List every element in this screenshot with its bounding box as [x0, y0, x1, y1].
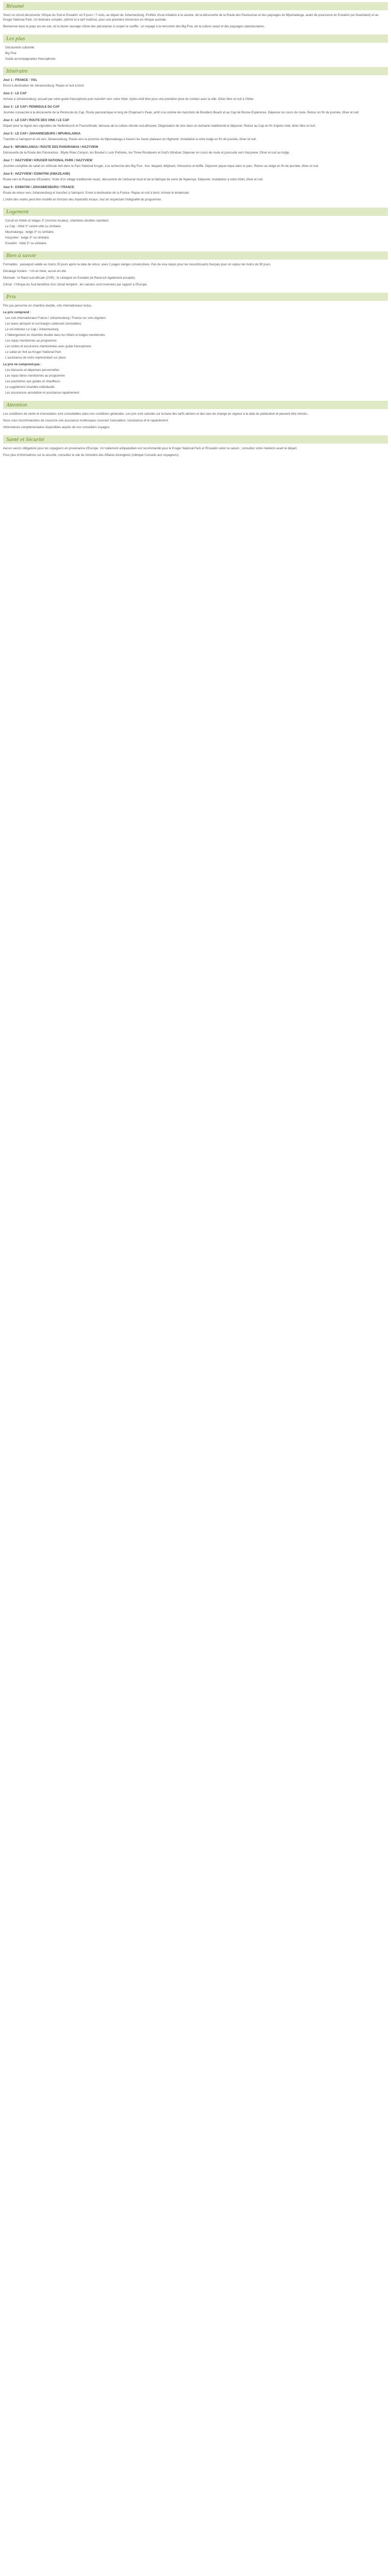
price-exclude-item: Les repas libres mentionnés au programme — [5, 375, 65, 378]
plus-list — [3, 46, 388, 62]
intro-paragraph: Bienvenue dans le pays arc-en-ciel, où la faune sauvage côtoie des panoramas à couper le souffle : un voyage à la rencontre des Big Five, de la culture swazi et des paysages spectaculaires. — [3, 25, 265, 28]
itinerary-day — [3, 105, 388, 115]
price-include-item: L'assistance de notre représentant sur place — [5, 357, 66, 360]
day-text: Envol à destination de Johannesburg. Repas et nuit à bord. — [3, 84, 85, 88]
day-text: Route de retour vers Johannesburg et transfert à l'aéroport. Envol à destination de la France. Repas et nuit à bord. Arrivée le lendemain. — [3, 192, 190, 195]
itinerary-day — [3, 118, 388, 129]
lodging-list — [3, 219, 388, 246]
price-include-item: Les repas mentionnés au programme — [5, 340, 57, 343]
section-title-good-to-know: Bien à savoir — [3, 251, 388, 260]
health-paragraph: Pour plus d'informations sur la sécurité, consultez le site du ministère des Affaires étrangères (rubrique Conseils aux voyageurs). — [3, 454, 180, 457]
plus-item: Guide accompagnateur francophone — [5, 58, 56, 61]
price-include-item: L'hébergement en chambre double dans les hôtels et lodges mentionnés — [5, 334, 105, 337]
price-excludes-list — [3, 368, 388, 396]
section-title-les-plus: Les plus — [3, 35, 388, 43]
price-exclude-item: Le supplément chambre individuelle — [5, 386, 55, 389]
day-title: Jour 6 : MPUMALANGA / ROUTE DES PANORAMAS / HAZYVIEW — [3, 146, 99, 149]
intro-paragraph: Vivez un circuit découverte 'Afrique du Sud et Eswatini' en 9 jours / 7 nuits, au départ de Johannesburg. Profitez d'une initiation à la savane, de la découverte de la Route des Panoramas et des paysages du Mpumalanga, avant de poursuivre en Eswatini (ex-Swaziland) et au Kruger National Park. Un itinéraire complet, rythmé et à tarif maîtrisé, pour une première immersion en Afrique australe. — [3, 14, 379, 22]
price-include-item: Le vol intérieur Le Cap / Johannesburg — [5, 328, 59, 331]
day-title: Jour 2 : LE CAP — [3, 92, 27, 95]
day-text: Arrivée à Johannesburg, accueil par votre guide francophone puis transfert vers votre hôtel. Après-midi libre pour une première prise de contact avec la ville. Dîner libre et nuit à l'hôtel. — [3, 98, 254, 101]
lodging-item: Le Cap : hôtel 3* centre-ville ou similaire. — [5, 225, 62, 228]
price-includes-list — [3, 316, 388, 361]
good-to-know-item: Décalage horaire : +1h en hiver, aucun en été. — [3, 270, 67, 273]
day-title: Jour 7 : HAZYVIEW / KRUGER NATIONAL PARK / HAZYVIEW — [3, 159, 93, 162]
day-title: Jour 5 : LE CAP / JOHANNESBURG / MPUMALANGA — [3, 132, 81, 135]
good-to-know-item: Monnaie : le Rand sud-africain (ZAR) ; le Lilangeni en Eswatini (le Rand est également accepté). — [3, 277, 136, 280]
price-exclude-item: Les boissons et dépenses personnelles — [5, 369, 60, 372]
itinerary-day — [3, 172, 388, 182]
section-title-lodging: Logement — [3, 208, 388, 216]
section-title-intro: Résumé — [3, 2, 388, 10]
itinerary-day — [3, 159, 388, 169]
price-exclude-item: Les pourboires aux guides et chauffeurs — [5, 380, 60, 383]
day-text: Journée complète de safari en véhicule 4x4 dans le Parc National Kruger, à la recherche des Big Five : lion, léopard, éléphant, rhinocéros et buffle. Déjeuner pique-nique dans le parc. Retour au lodge en fin de journée, dîner et nuit. — [3, 165, 319, 168]
section-title-prices: Prix — [3, 293, 388, 301]
practical-paragraph: Nous vous recommandons de souscrire une assurance multirisques couvrant l'annulation, l'assistance et le rapatriement. — [3, 419, 169, 422]
day-title: Jour 8 : HAZYVIEW / ESWATINI (SWAZILAND) — [3, 173, 70, 176]
lodging-item: Mpumalanga : lodge 3* ou similaire. — [5, 231, 55, 234]
plus-item: Découverte culturelle — [5, 46, 35, 49]
day-title: Jour 4 : LE CAP / ROUTE DES VINS / LE CAP — [3, 119, 69, 122]
day-text: Transfert à l'aéroport et vol vers Johannesburg. Route vers la province du Mpumalanga à travers les hauts plateaux du Highveld. Installation à votre lodge en fin de journée, dîner et nuit. — [3, 138, 257, 141]
lodging-item: Eswatini : hôtel 3* ou similaire. — [5, 242, 47, 245]
page — [3, 2, 388, 458]
prices-intro: Prix par personne en chambre double, vols internationaux inclus. — [3, 304, 92, 308]
price-include-item: Les visites et excursions mentionnées avec guide francophone — [5, 345, 91, 348]
section-title-practical: Attention — [3, 401, 388, 409]
day-title: Jour 9 : ESWATINI / JOHANNESBURG / FRANCE — [3, 186, 74, 189]
day-title: Jour 1 : FRANCE - VOL — [3, 79, 38, 82]
itinerary-day — [3, 185, 388, 196]
itinerary-day — [3, 92, 388, 102]
lodging-item: Hazyview : lodge 3* ou similaire. — [5, 236, 50, 240]
itinerary-note: L'ordre des visites peut être modifié en fonction des impératifs locaux, tout en respectant l'intégralité du programme. — [3, 198, 162, 201]
practical-paragraph: Informations complémentaires disponibles auprès de nos conseillers voyages. — [3, 426, 110, 429]
price-include-item: Le safari en 4x4 au Kruger National Park — [5, 351, 61, 354]
good-to-know-item: Formalités : passeport valide au moins 30 jours après la date de retour, avec 2 pages vierges consécutives. Pas de visa requis pour les ressortissants français pour un séjour de moins de 90 jours. — [3, 263, 271, 266]
itinerary-day — [3, 132, 388, 142]
day-text: Départ pour la région des vignobles de Stellenbosch et Franschhoek, berceau de la culture viticole sud-africaine. Dégustation de vins dans un domaine traditionnel et déjeuner. Retour au Cap en fin d'après-midi, dîner libre et nuit. — [3, 125, 316, 128]
itinerary-day — [3, 78, 388, 89]
health-paragraph: Aucun vaccin obligatoire pour les voyageurs en provenance d'Europe. Un traitement antipaludéen est recommandé pour le Kruger National Park et l'Eswatini selon la saison ; consultez votre médecin avant le départ. — [3, 447, 298, 450]
price-exclude-item: Les assurances annulation et assistance rapatriement — [5, 392, 79, 395]
price-excludes-title: Le prix ne comprend pas : — [3, 363, 42, 366]
day-title: Jour 3 : LE CAP / PENINSULE DU CAP — [3, 106, 60, 109]
day-text: Découverte de la Route des Panoramas : Blyde River Canyon, les Bourke's Luck Potholes, les Three Rondavels et God's Window. Déjeuner en cours de route et poursuite vers Hazyview. Dîner et nuit au lodge. — [3, 151, 290, 155]
lodging-item: Circuit en hôtels et lodges 3* (normes locales), chambres doubles standard. — [5, 219, 109, 223]
price-include-item: Les vols internationaux France / Johannesburg / France sur vols réguliers — [5, 317, 106, 320]
day-text: Journée consacrée à la découverte de la Péninsule du Cap. Route panoramique le long de Chapman's Peak, arrêt à la colonie de manchots de Boulders Beach et au Cap de Bonne-Espérance. Déjeuner en cours de route. Retour en fin de journée, dîner et nuit. — [3, 111, 360, 114]
section-title-health: Santé et Sécurité — [3, 435, 388, 444]
itinerary-day — [3, 145, 388, 156]
good-to-know-item: Climat : l'Afrique du Sud bénéficie d'un climat tempéré ; les saisons sont inversées par rapport à l'Europe. — [3, 283, 148, 286]
practical-paragraph: Les conditions de vente et d'annulation sont consultables dans nos conditions générales. Les prix sont calculés sur la base des tarifs aériens et des taux de change en vigueur à la date de publication et peuvent être révisés. — [3, 413, 308, 416]
price-includes-title: Le prix comprend : — [3, 311, 31, 314]
price-include-item: Les taxes aéroport et surcharges carburant (révisables) — [5, 323, 82, 326]
section-title-itinerary: Itinéraire — [3, 67, 388, 75]
plus-item: Big Five — [5, 52, 17, 55]
day-text: Route vers le Royaume d'Eswatini. Visite d'un village traditionnel swazi, découverte de l'artisanat local et de la fabrique de verre de Ngwenya. Déjeuner, installation à votre hôtel, dîner et nuit. — [3, 178, 264, 181]
